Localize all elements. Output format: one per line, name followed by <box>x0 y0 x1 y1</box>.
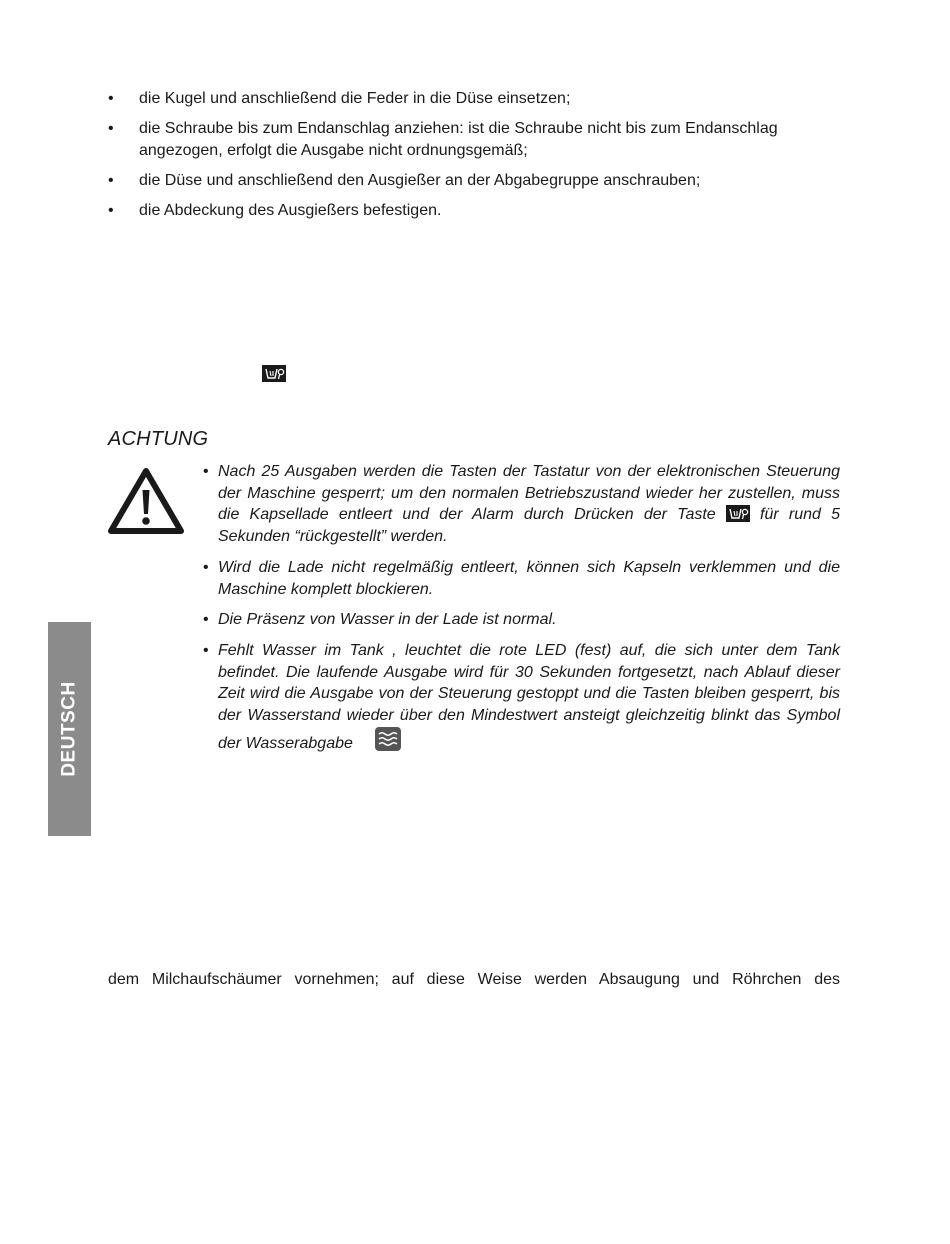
warning-note <box>203 609 840 631</box>
list-item <box>108 88 842 110</box>
note-text: Wird die Lade nicht regelmäßig entleert, können sich Kapseln verklemmen und die Maschine komplett blockieren. <box>218 558 840 598</box>
language-tab <box>48 622 91 836</box>
warning-note <box>203 461 840 548</box>
capsule-drawer-icon <box>726 505 750 522</box>
bullet: • <box>108 120 114 137</box>
list-item <box>108 170 842 192</box>
capsule-drawer-icon <box>262 365 286 382</box>
bullet: • <box>108 172 114 189</box>
list-item-text: die Düse und anschließend den Ausgießer an der Abgabegruppe anschrauben; <box>139 172 701 189</box>
note-text: Die Präsenz von Wasser in der Lade ist normal. <box>218 611 557 629</box>
warning-triangle-icon <box>107 466 185 536</box>
list-item-text: die Kugel und anschließend die Feder in die Düse einsetzen; <box>139 90 571 107</box>
warning-heading: ACHTUNG <box>108 428 209 450</box>
note-text: Fehlt Wasser im Tank , leuchtet die rote LED (fest) auf, die sich unter dem Tank befindet. Die laufende Ausgabe wird für 30 Sekunden fortgesetzt, nach Ablauf dieser Zeit wird die Ausgabe von der Steuerung gestoppt und die Tasten bleiben gesperrt, bis der Wasserstand wieder über den Mindestwert ansteigt gleichzeitig blinkt das Symbol der Wasserabgabe <box>218 641 840 752</box>
bullet: • <box>203 641 209 659</box>
note-text: für rund 5 Sekunden “rückgestellt” werden. <box>218 506 840 546</box>
instruction-list <box>108 88 842 230</box>
bullet: • <box>203 611 209 629</box>
warning-notes <box>203 461 840 763</box>
warning-note <box>203 640 840 755</box>
body-text: dem Milchaufschäumer vornehmen; auf diese Weise werden Absaugung und Röhrchen des <box>108 971 840 988</box>
bullet: • <box>203 558 209 576</box>
bullet: • <box>108 90 114 107</box>
list-item <box>108 118 842 162</box>
bullet: • <box>108 202 114 219</box>
water-wave-icon <box>375 727 401 751</box>
list-item <box>108 200 842 222</box>
note-text: Nach 25 Ausgaben werden die Tasten der Tastatur von der elektronischen Steuerung der Maschine gesperrt; um den normalen Betriebszustand wieder her zustellen, muss die Kapsellade entleert und der Alarm durch Drücken der Taste <box>218 463 840 524</box>
list-item-text: die Abdeckung des Ausgießers befestigen. <box>139 202 442 219</box>
warning-note <box>203 557 840 600</box>
bullet: • <box>203 463 209 480</box>
language-tab-label: DEUTSCH <box>58 681 80 777</box>
list-item-text: die Schraube bis zum Endanschlag anziehen: ist die Schraube nicht bis zum Endanschlag angezogen, erfolgt die Ausgabe nicht ordnungsgemäß; <box>139 120 778 159</box>
